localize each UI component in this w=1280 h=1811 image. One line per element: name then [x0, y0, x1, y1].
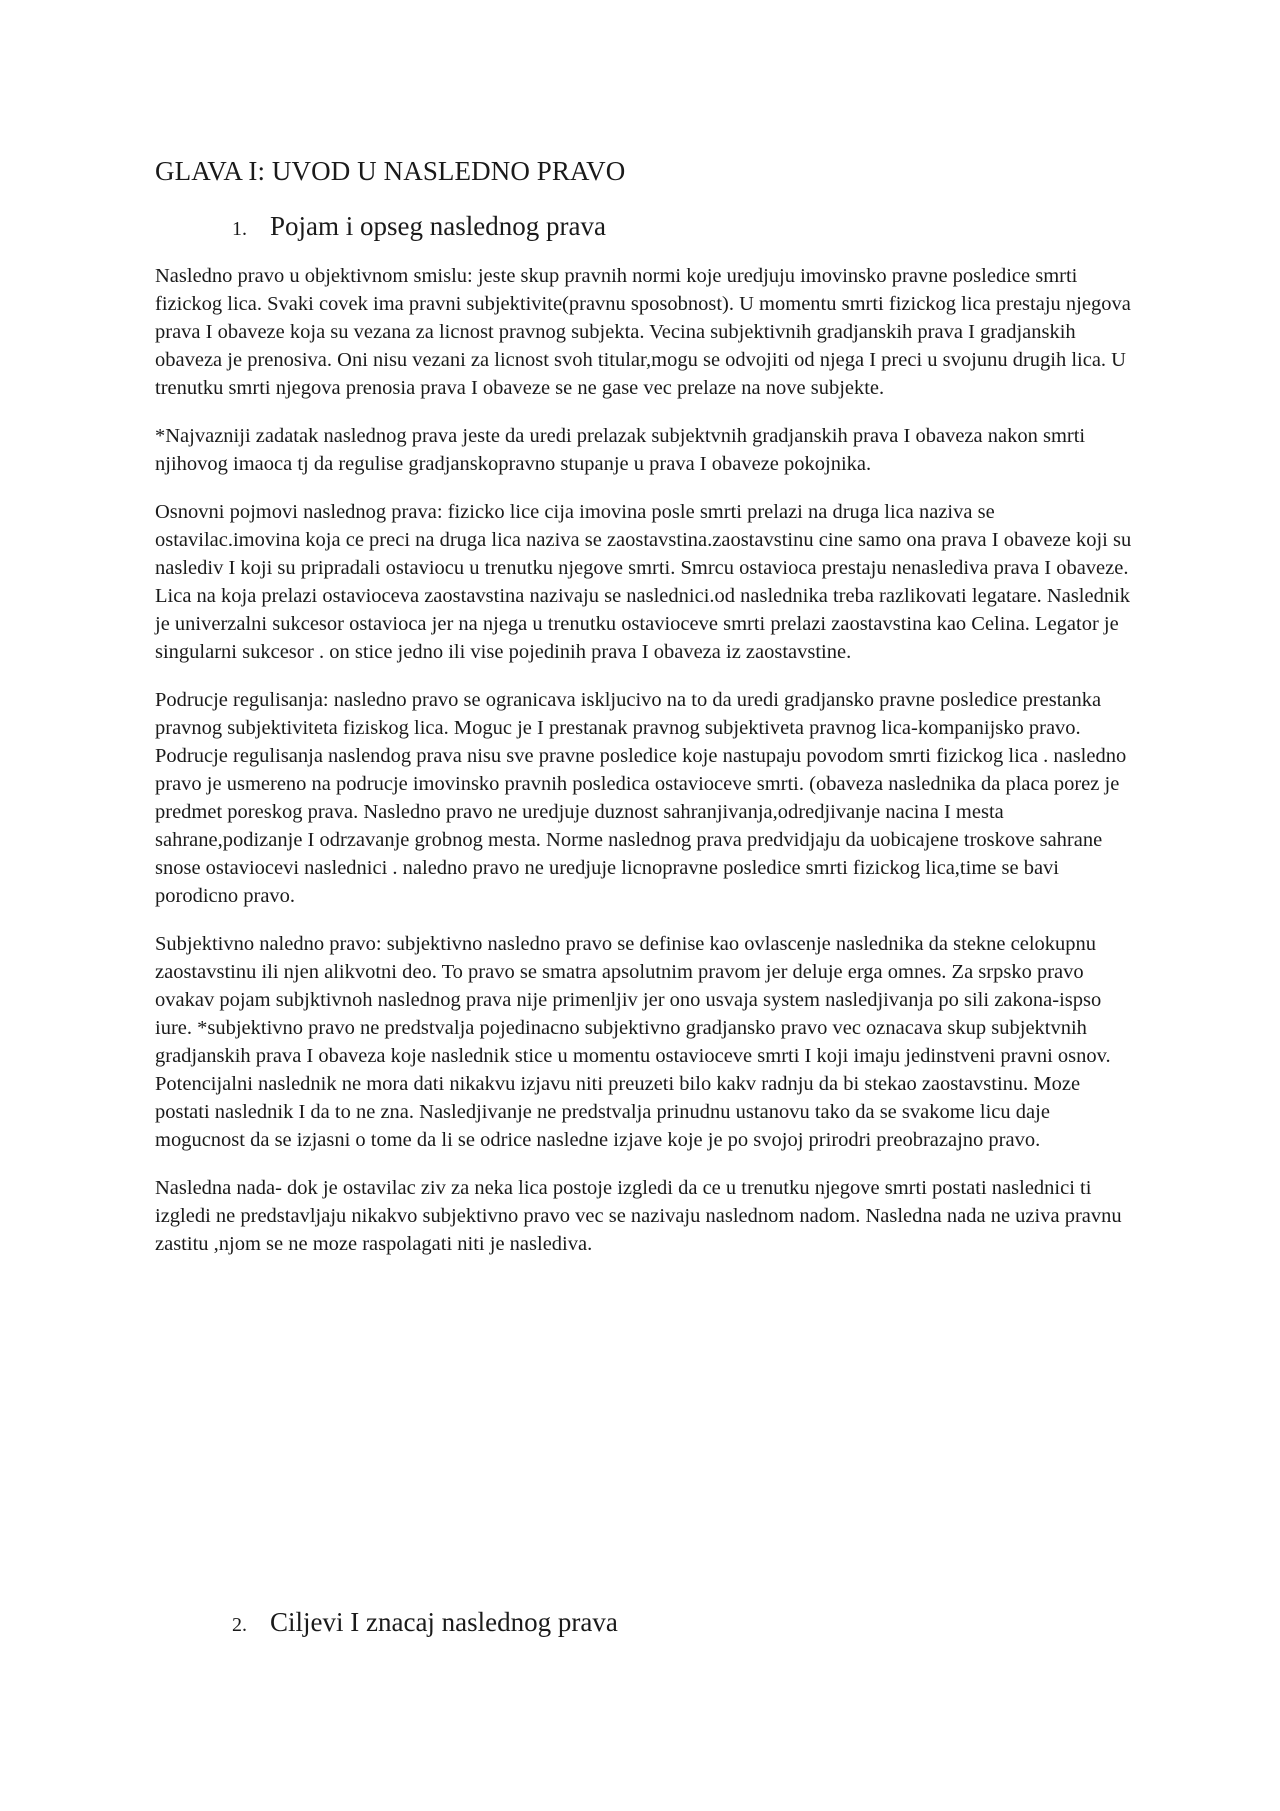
paragraph-inheritance-hope: Nasledna nada- dok je ostavilac ziv za neka lica postoje izgledi da ce u trenutku njegove smrti postati naslednici ti izgledi ne predstavljaju nikakvo subjektivno pravo vec se nazivaju naslednom nadom. Nasledna nada ne uziva pravnu zastitu ,njom se ne moze raspolagati niti je naslediva.	[155, 1177, 1122, 1255]
paragraph-scope-of-regulation: Podrucje regulisanja: nasledno pravo se ogranicava iskljucivo na to da uredi gradjansko pravne posledice prestanka pravnog subjektiviteta fiziskog lica. Moguc je I prestanak pravnog subjektiveta pravnog lica-kompanijsko pravo. Podrucje regulisanja naslendog prava nisu sve pravne posledice koje nastupaju povodom smrti fizickog lica . nasledno pravo je usmereno na podrucje imovinsko pravnih posledica ostavioceve smrti. (obaveza naslednika da placa porez je predmet poreskog prava. Nasledno pravo ne uredjuje duznost sahranjivanja,odredjivanje nacina I mesta sahrane,podizanje I odrzavanje grobnog mesta. Norme naslednog prava predvidjaju da uobicajene troskove sahrane snose ostaviocevi naslednici . naledno pravo ne uredjuje licnopravne posledice smrti fizickog lica,time se bavi porodicno pravo.	[155, 689, 1127, 907]
paragraph-basic-concepts: Osnovni pojmovi naslednog prava: fizicko lice cija imovina posle smrti prelazi na druga lica naziva se ostavilac.imovina koja ce preci na druga lica naziva se zaostavstina.zaostavstinu cine samo ona prava I obaveze koji su naslediv I koji su pripradali ostaviocu u trenutku njegove smrti. Smrcu ostavioca prestaju nenaslediva prava I obaveze. Lica na koja prelazi ostavioceva zaostavstina nazivaju se naslednici.od naslednika treba razlikovati legatare. Naslednik je univerzalni sukcesor ostavioca jer na njega u trenutku ostavioceve smrti prelazi zaostavstina kao Celina. Legator je singularni sukcesor . on stice jedno ili vise pojedinih prava I obaveza iz zaostavstine.	[155, 501, 1132, 663]
document-title: GLAVA I: UVOD U NASLEDNO PRAVO	[155, 156, 626, 186]
paragraph-objective-law: Nasledno pravo u objektivnom smislu: jeste skup pravnih normi koje uredjuju imovinsko pravne posledice smrti fizickog lica. Svaki covek ima pravni subjektivite(pravnu sposobnost). U momentu smrti fizickog lica prestaju njegova prava I obaveze koja su vezana za licnost pravnog subjekta. Vecina subjektivnih gradjanskih prava I gradjanskih obaveza je prenosiva. Oni nisu vezani za licnost svoh titular,mogu se odvojiti od njega I preci u svojunu drugih lica. U trenutku smrti njegova prenosia prava I obaveze se ne gase vec prelaze na nove subjekte.	[155, 265, 1131, 399]
paragraph-subjective-law: Subjektivno naledno pravo: subjektivno nasledno pravo se definise kao ovlascenje naslednika da stekne celokupnu zaostavstinu ili njen alikvotni deo. To pravo se smatra apsolutnim pravom jer deluje erga omnes. Za srpsko pravo ovakav pojam subjktivnoh naslednog prava nije primenljiv jer ono usvaja system nasledjivanja po sili zakona-ispso iure. *subjektivno pravo ne predstvalja pojedinacno subjektivno gradjansko pravo vec oznacava skup subjektvnih gradjanskih prava I obaveza koje naslednik stice u momentu ostavioceve smrti I koji imaju jedinstveni pravni osnov. Potencijalni naslednik ne mora dati nikakvu izjavu niti preuzeti bilo kakv radnju da bi stekao zaostavstinu. Moze postati naslednik I da to ne zna. Nasledjivanje ne predstvalja prinudnu ustanovu tako da se svakome licu daje mogucnost da se izjasni o tome da li se odrice nasledne izjave koje je po svojoj prirodri preobrazajno pravo.	[155, 933, 1111, 1151]
section-number: 2.	[232, 1614, 247, 1636]
section-heading-1	[232, 209, 606, 246]
section-heading-2	[232, 1605, 618, 1642]
paragraph-main-task: *Najvazniji zadatak naslednog prava jeste da uredi prelazak subjektvnih gradjanskih prava I obaveza nakon smrti njihovog imaoca tj da regulise gradjanskopravno stupanje u prava I obaveze pokojnika.	[155, 425, 1086, 475]
section-number: 1.	[232, 218, 247, 240]
section-title: Pojam i opseg naslednog prava	[270, 211, 606, 241]
section-body	[155, 262, 1135, 1278]
section-title: Ciljevi I znacaj naslednog prava	[270, 1607, 618, 1637]
